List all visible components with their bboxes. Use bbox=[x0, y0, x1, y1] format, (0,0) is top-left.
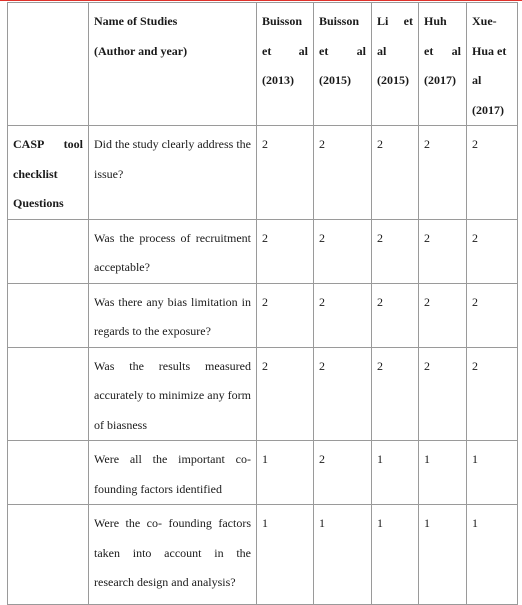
question-cell: Was the process of recruitment acceptable? bbox=[89, 219, 257, 283]
section-label-cell bbox=[8, 441, 89, 505]
section-label-line1: CASP tool bbox=[13, 137, 83, 151]
table-row bbox=[8, 347, 518, 441]
study-year: (2013) bbox=[262, 73, 294, 87]
score-cell: 2 bbox=[419, 126, 467, 220]
score-cell: 2 bbox=[372, 219, 419, 283]
score-cell: 2 bbox=[372, 126, 419, 220]
study-author-line2: Hua et bbox=[472, 43, 507, 58]
section-label-cell bbox=[8, 219, 89, 283]
score-cell: 2 bbox=[372, 347, 419, 441]
study-year: (2015) bbox=[319, 73, 351, 87]
study-author-line1: Li et bbox=[377, 14, 413, 28]
study-author-line1: Buisson bbox=[262, 14, 303, 28]
score-cell: 1 bbox=[257, 441, 314, 505]
score-cell: 1 bbox=[419, 441, 467, 505]
study-author-line3: al bbox=[472, 73, 482, 87]
question-cell: Were the co- founding factors taken into account in the research design and analysis? bbox=[89, 505, 257, 605]
score-cell: 2 bbox=[419, 219, 467, 283]
score-cell: 1 bbox=[372, 505, 419, 605]
header-study-4 bbox=[419, 3, 467, 126]
study-author-line2: et al bbox=[319, 43, 366, 58]
section-label-cell bbox=[8, 283, 89, 347]
score-cell: 2 bbox=[314, 219, 372, 283]
score-cell: 2 bbox=[467, 219, 518, 283]
score-cell: 2 bbox=[314, 126, 372, 220]
score-cell: 2 bbox=[372, 283, 419, 347]
score-cell: 2 bbox=[467, 347, 518, 441]
score-cell: 2 bbox=[314, 347, 372, 441]
section-label-line3: Questions bbox=[13, 196, 64, 210]
section-label-line2: checklist bbox=[13, 166, 58, 181]
study-author-line1: Xue- bbox=[472, 14, 497, 28]
score-cell: 1 bbox=[419, 505, 467, 605]
score-cell: 2 bbox=[257, 126, 314, 220]
score-cell: 2 bbox=[467, 283, 518, 347]
top-red-border bbox=[0, 0, 522, 1]
study-author-line2: et al bbox=[262, 43, 308, 58]
section-label-cell bbox=[8, 347, 89, 441]
score-cell: 2 bbox=[419, 283, 467, 347]
question-cell: Did the study clearly address the issue? bbox=[89, 126, 257, 220]
table-row bbox=[8, 441, 518, 505]
score-cell: 1 bbox=[257, 505, 314, 605]
study-author-line2: et al bbox=[424, 43, 461, 58]
score-cell: 2 bbox=[257, 219, 314, 283]
study-year: (2017) bbox=[472, 102, 504, 117]
header-author-year-label: (Author and year) bbox=[94, 43, 188, 58]
section-label-cell bbox=[8, 126, 89, 220]
study-author-line1: Huh bbox=[424, 14, 447, 28]
table-row bbox=[8, 219, 518, 283]
score-cell: 2 bbox=[314, 283, 372, 347]
header-study-1 bbox=[257, 3, 314, 126]
table-row bbox=[8, 126, 518, 220]
study-year: (2015) bbox=[377, 73, 409, 87]
score-cell: 2 bbox=[257, 283, 314, 347]
score-cell: 1 bbox=[314, 505, 372, 605]
section-label-cell bbox=[8, 505, 89, 605]
study-author-line1: Buisson bbox=[319, 14, 360, 28]
score-cell: 1 bbox=[467, 505, 518, 605]
header-study-5 bbox=[467, 3, 518, 126]
study-author-line2: al bbox=[377, 43, 387, 58]
table-header-row bbox=[8, 3, 518, 126]
question-cell: Were all the important co-founding factors identified bbox=[89, 441, 257, 505]
casp-checklist-table bbox=[7, 2, 518, 605]
header-study-2 bbox=[314, 3, 372, 126]
score-cell: 2 bbox=[419, 347, 467, 441]
header-name-of-studies-label: Name of Studies bbox=[94, 14, 178, 28]
header-study-3 bbox=[372, 3, 419, 126]
header-name-of-studies bbox=[89, 3, 257, 126]
header-corner-cell bbox=[8, 3, 89, 126]
question-cell: Was there any bias limitation in regards to the exposure? bbox=[89, 283, 257, 347]
score-cell: 1 bbox=[467, 441, 518, 505]
table-row bbox=[8, 505, 518, 605]
score-cell: 1 bbox=[372, 441, 419, 505]
score-cell: 2 bbox=[314, 441, 372, 505]
score-cell: 2 bbox=[257, 347, 314, 441]
score-cell: 2 bbox=[467, 126, 518, 220]
table-row bbox=[8, 283, 518, 347]
study-year: (2017) bbox=[424, 73, 456, 87]
question-cell: Was the results measured accurately to minimize any form of biasness bbox=[89, 347, 257, 441]
